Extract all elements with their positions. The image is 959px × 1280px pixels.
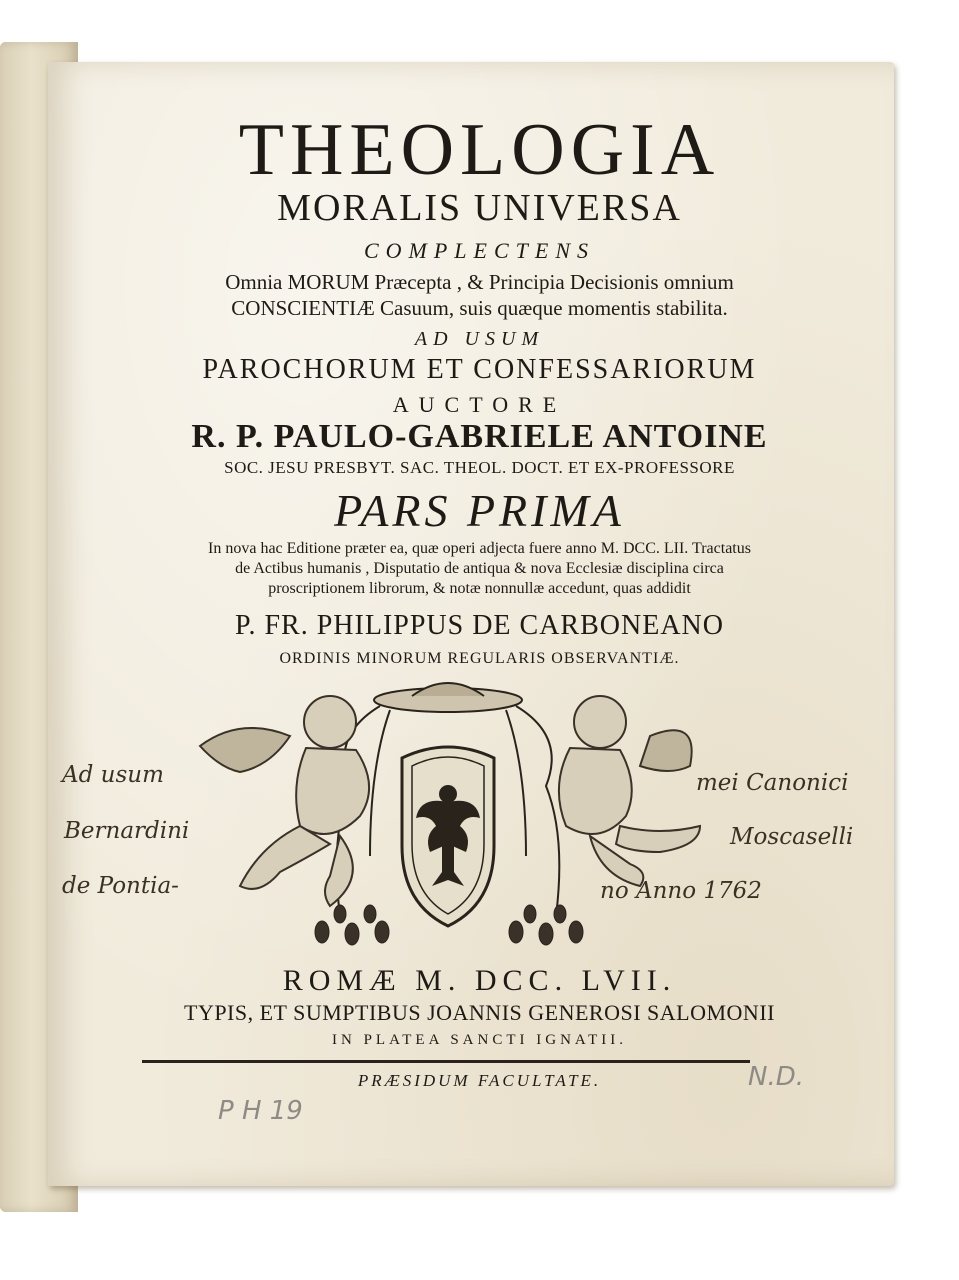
pencil-mark-lower-left: P H 19	[218, 1096, 303, 1126]
book-title: THEOLOGIA	[238, 109, 721, 191]
author-name: R. P. PAULO-GABRIELE ANTOINE	[191, 418, 768, 455]
right-cherub-icon	[559, 696, 700, 886]
editor-name: P. FR. PHILIPPUS DE CARBONEANO	[235, 610, 724, 641]
imprint-place-date: ROMÆ M. DCC. LVII.	[282, 964, 677, 997]
pencil-mark-lower-right: N.D.	[748, 1062, 804, 1092]
ad-usum-line: AD USUM	[414, 328, 545, 350]
inscription-line2-left: Bernardini	[64, 818, 190, 844]
inscription-line1-right: mei Canonici	[696, 770, 849, 796]
author-title: SOC. JESU PRESBYT. SAC. THEOL. DOCT. ET EX-PROFESSORE	[224, 458, 735, 477]
inscription-line1-left: Ad usum	[62, 762, 164, 788]
editor-order: ORDINIS MINORUM REGULARIS OBSERVANTIÆ.	[279, 650, 680, 667]
edition-note-line-2: de Actibus humanis , Disputatio de antiqua & nova Ecclesiæ disciplina circa	[235, 560, 724, 577]
description-line-1: Omnia MORUM Præcepta , & Principia Decisionis omnium	[225, 270, 734, 294]
coat-of-arms-vignette	[180, 676, 740, 958]
part-heading: PARS PRIMA	[334, 485, 625, 536]
complectens-line: COMPLECTENS	[363, 238, 596, 263]
edition-note-line-3: proscriptionem librorum, & notæ nonnullæ accedunt, quas addidit	[268, 580, 691, 597]
book-subtitle: MORALIS UNIVERSA	[277, 187, 682, 229]
license-line: PRÆSIDUM FACULTATE.	[357, 1071, 602, 1090]
audience-line: PAROCHORUM ET CONFESSARIORUM	[202, 354, 757, 385]
imprint-address: IN PLATEA SANCTI IGNATII.	[332, 1032, 627, 1048]
description-line-2: CONSCIENTIÆ Casuum, suis quæque momentis stabilita.	[231, 296, 728, 320]
left-cherub-icon	[200, 696, 369, 906]
imprint-printer: TYPIS, ET SUMPTIBUS JOANNIS GENEROSI SALOMONII	[184, 1000, 775, 1025]
inscription-line3-left: de Pontia-	[62, 873, 179, 899]
imprint-rule	[142, 1060, 750, 1063]
auctore-line: AUCTORE	[392, 392, 567, 417]
inscription-line3-right: no Anno 1762	[600, 878, 762, 904]
edition-note-line-1: In nova hac Editione præter ea, quæ operi adjecta fuere anno M. DCC. LII. Tractatus	[208, 540, 751, 557]
inscription-line2-right: Moscaselli	[730, 824, 854, 850]
